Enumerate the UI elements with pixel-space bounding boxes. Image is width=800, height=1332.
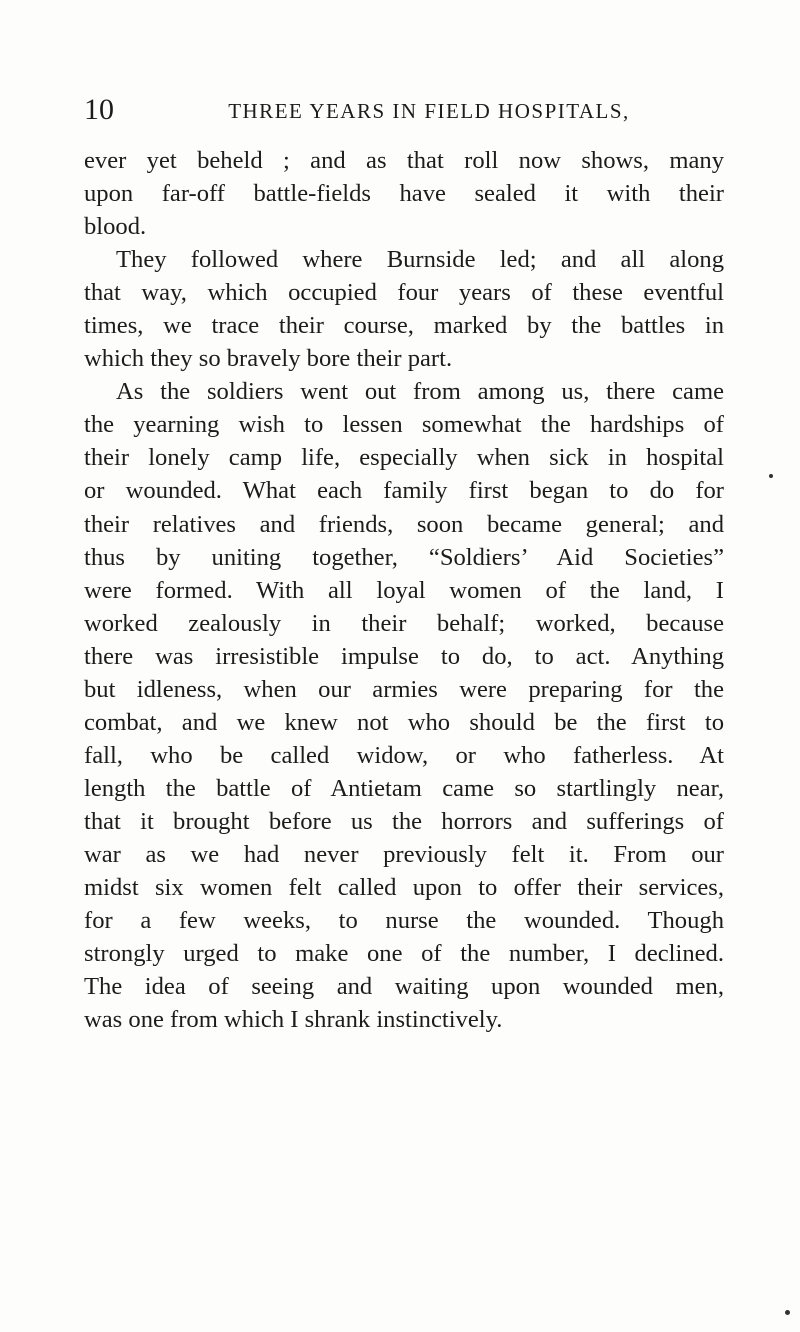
- text-line: blood.: [84, 213, 147, 241]
- text-line: combat, and we knew not who should be the first to: [84, 708, 724, 736]
- text-line: was one from which I shrank instinctively.: [84, 1006, 503, 1034]
- text-line: strongly urged to make one of the number, I declined.: [84, 940, 724, 968]
- text-line: their lonely camp life, especially when sick in hospital: [84, 444, 724, 472]
- ink-speck: [769, 474, 773, 478]
- text-line: for a few weeks, to nurse the wounded. Though: [84, 907, 724, 935]
- text-line: there was irresistible impulse to do, to act. Anything: [84, 642, 724, 670]
- text-line: their relatives and friends, soon became general; and: [84, 510, 724, 538]
- text-line: which they so bravely bore their part.: [84, 345, 453, 373]
- text-line: were formed. With all loyal women of the land, I: [84, 576, 724, 604]
- page-number: 10: [84, 93, 114, 126]
- text-line: worked zealously in their behalf; worked, because: [84, 609, 724, 637]
- text-line: war as we had never previously felt it. From our: [84, 840, 724, 868]
- text-line: that way, which occupied four years of these eventful: [84, 279, 724, 307]
- text-line: The idea of seeing and waiting upon wounded men,: [84, 973, 724, 1001]
- text-line: times, we trace their course, marked by the battles in: [84, 312, 724, 340]
- ink-speck: [785, 1310, 790, 1315]
- page-header: [84, 92, 724, 128]
- text-line: but idleness, when our armies were preparing for the: [84, 675, 724, 703]
- text-line: ever yet beheld ; and as that roll now shows, many: [84, 147, 724, 174]
- text-line: or wounded. What each family first began to do for: [84, 477, 724, 505]
- text-line: the yearning wish to lessen somewhat the hardships of: [84, 411, 724, 439]
- text-line: As the soldiers went out from among us, there came: [116, 378, 724, 406]
- body-text: [84, 144, 724, 1036]
- text-line: upon far-off battle-fields have sealed it with their: [84, 180, 724, 208]
- running-head: THREE YEARS IN FIELD HOSPITALS,: [228, 99, 630, 123]
- text-line: thus by uniting together, “Soldiers’ Aid Societies”: [84, 543, 724, 571]
- text-line: They followed where Burnside led; and all along: [116, 246, 724, 274]
- text-line: midst six women felt called upon to offer their services,: [84, 874, 724, 902]
- text-line: fall, who be called widow, or who fatherless. At: [84, 741, 724, 769]
- text-line: that it brought before us the horrors and sufferings of: [84, 807, 724, 835]
- text-line: length the battle of Antietam came so startlingly near,: [84, 774, 724, 802]
